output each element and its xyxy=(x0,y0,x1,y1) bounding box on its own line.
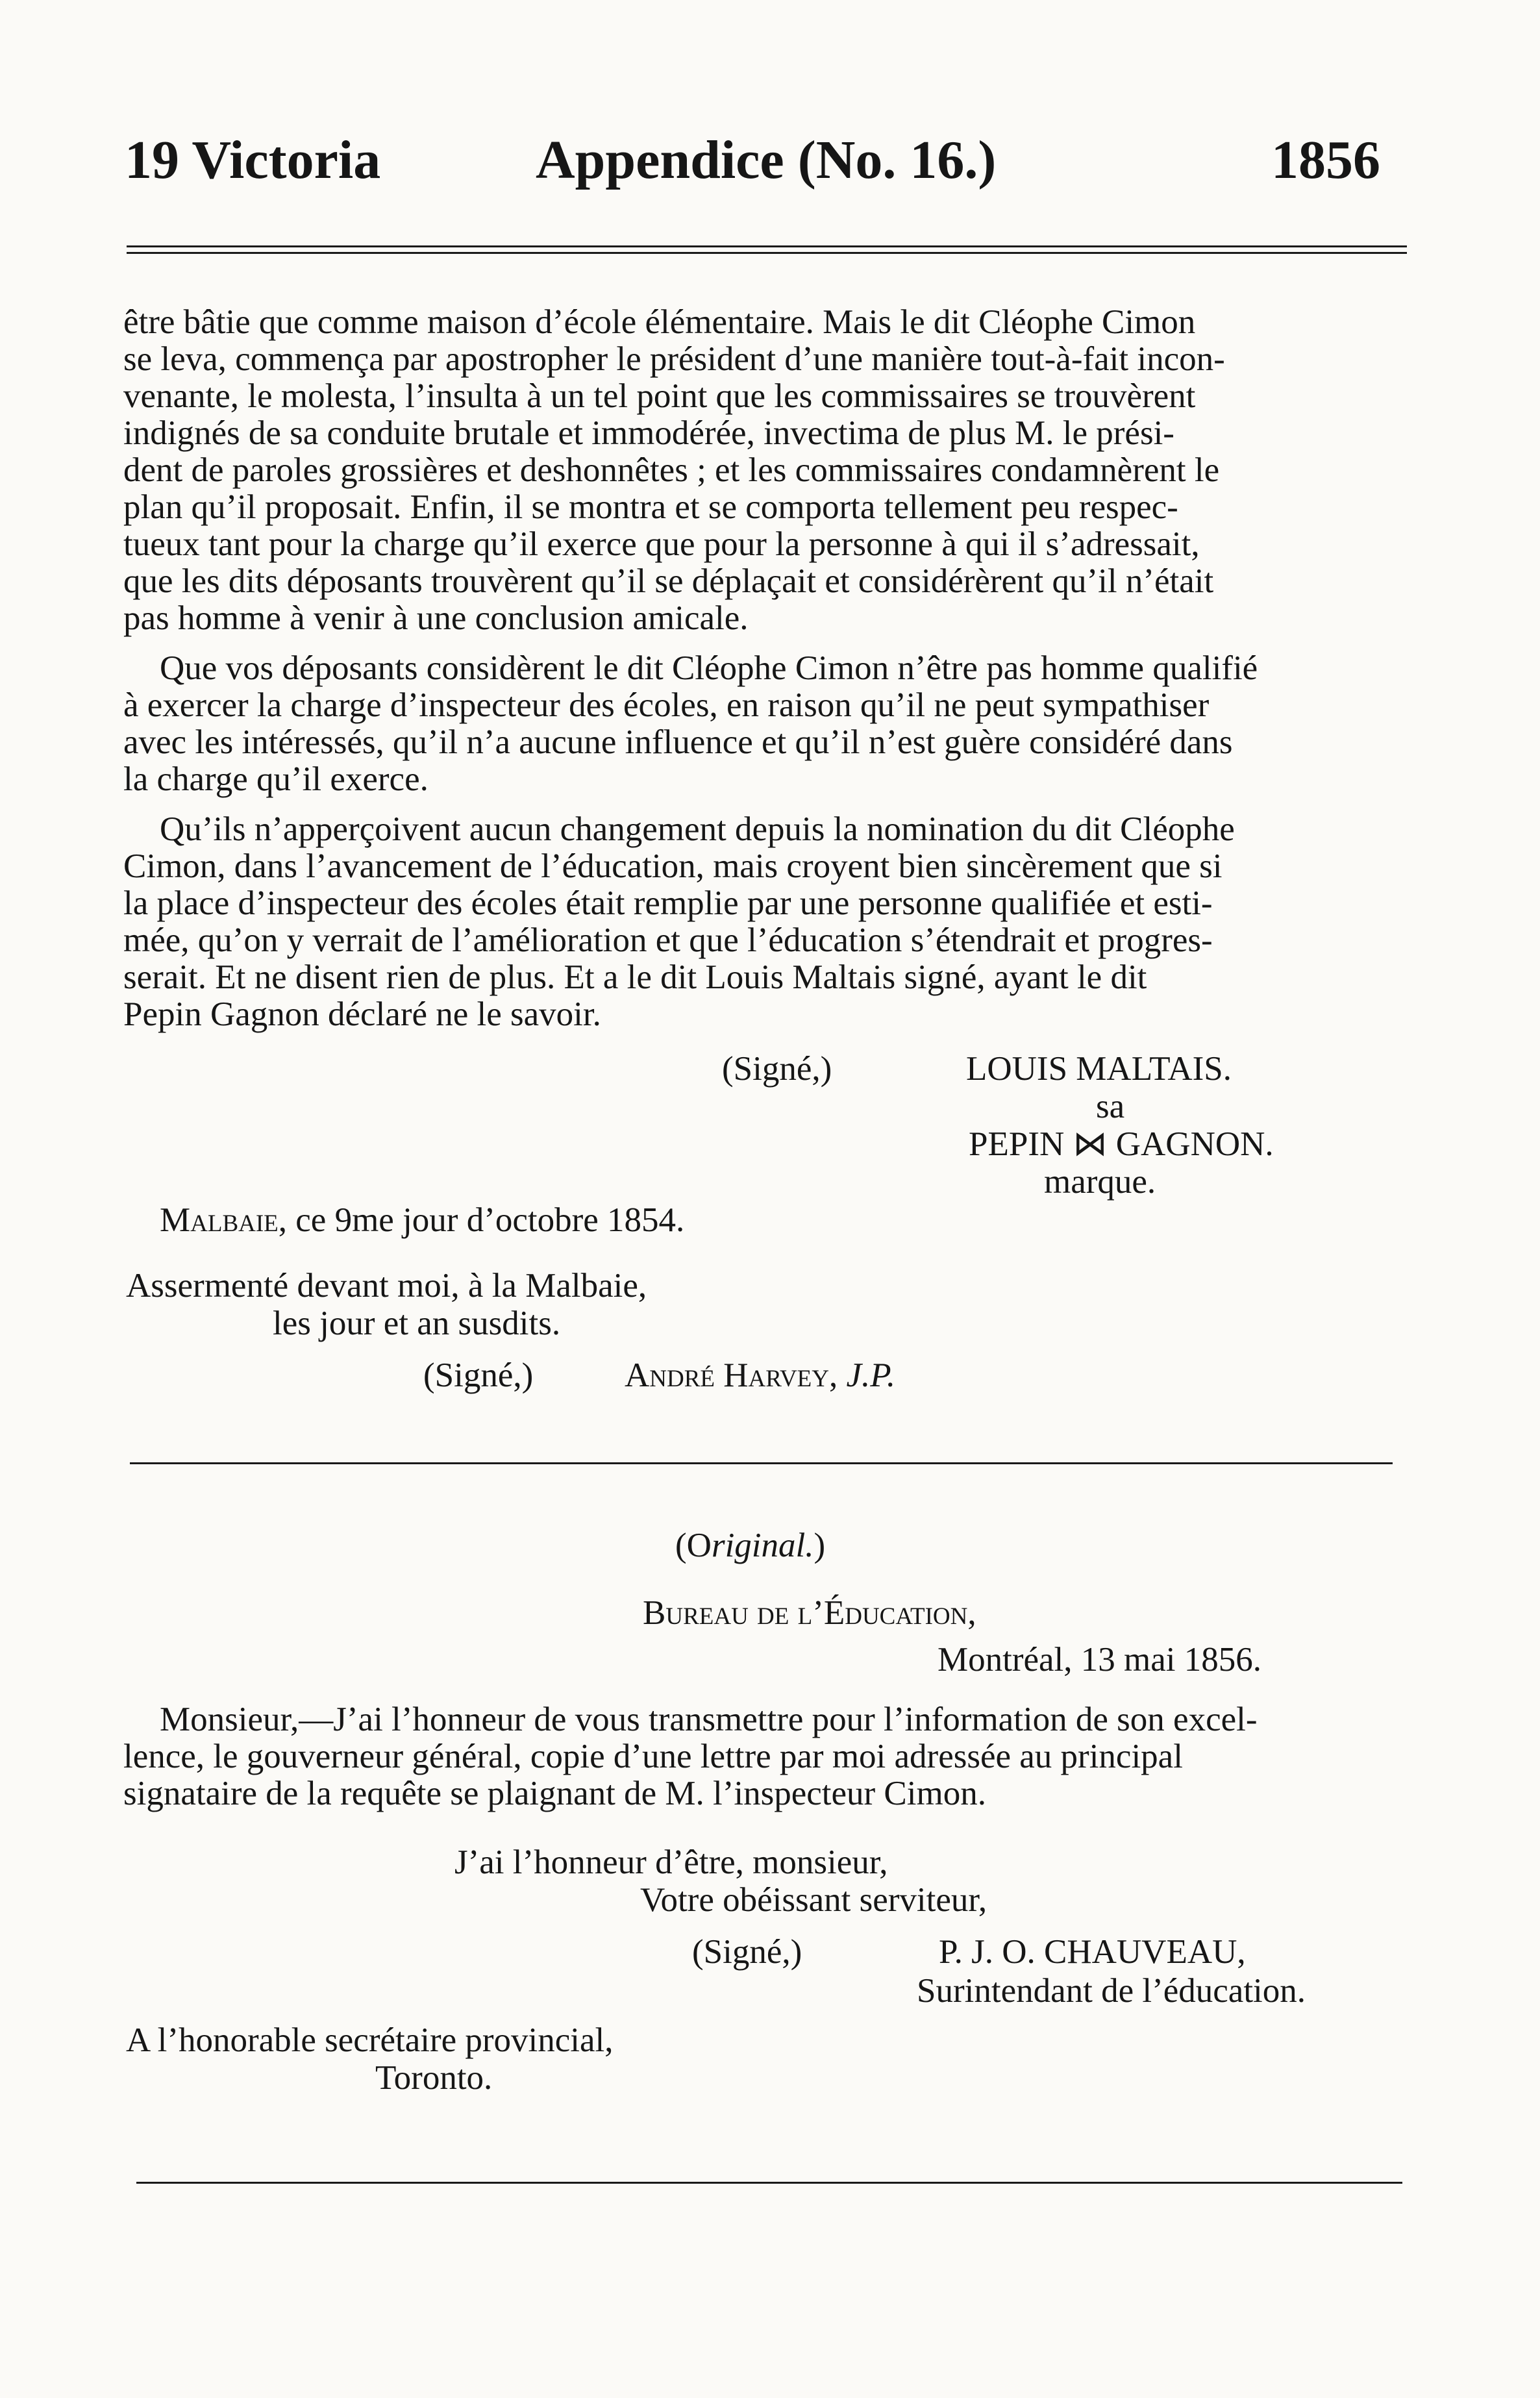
jp-signed-label: (Signé,) xyxy=(423,1356,534,1394)
place-name: Malbaie, xyxy=(160,1201,288,1239)
text-line: tueux tant pour la charge qu’il exerce que pour la personne à qui il s’adressait, xyxy=(123,525,1200,563)
text-line: se leva, commença par apostropher le président d’une manière tout-à-fait incon- xyxy=(123,340,1225,378)
footer-rule xyxy=(136,2182,1402,2184)
text-line: pas homme à venir à une conclusion amicale. xyxy=(123,599,749,637)
letter-dateline: Montréal, 13 mai 1856. xyxy=(938,1641,1261,1679)
date-text: ce 9me jour d’octobre 1854. xyxy=(295,1201,685,1239)
header-year: 1856 xyxy=(1271,130,1380,190)
mark-label-sa: sa xyxy=(1096,1088,1125,1125)
signer-louis-maltais: LOUIS MALTAIS. xyxy=(966,1050,1232,1088)
text-line: mée, qu’on y verrait de l’amélioration et que l’éducation s’étendrait et progres- xyxy=(123,921,1213,959)
text-line: être bâtie que comme maison d’école élémentaire. Mais le dit Cléophe Cimon xyxy=(123,303,1196,341)
header-rule xyxy=(127,245,1407,254)
text-line: venante, le molesta, l’insulta à un tel point que les commissaires se trouvèrent xyxy=(123,377,1196,415)
text-line: avec les intéressés, qu’il n’a aucune influence et qu’il n’est guère considéré dans xyxy=(123,723,1233,761)
addressee-line-1: A l’honorable secrétaire provincial, xyxy=(126,2021,614,2059)
mark-label-marque: marque. xyxy=(1044,1163,1156,1201)
signer-pepin-gagnon: PEPIN ⋈ GAGNON. xyxy=(969,1125,1274,1163)
sworn-line-2: les jour et an susdits. xyxy=(273,1305,561,1342)
text-line: Pepin Gagnon déclaré ne le savoir. xyxy=(123,995,601,1033)
letter-signer: P. J. O. CHAUVEAU, xyxy=(939,1933,1246,1971)
original-word: riginal. xyxy=(711,1527,814,1564)
dateline xyxy=(160,1203,684,1238)
paragraph-1 xyxy=(123,304,1399,637)
original-label xyxy=(675,1529,825,1563)
jp-name: André Harvey, xyxy=(625,1356,838,1394)
text-line: Monsieur,—J’ai l’honneur de vous transmettre pour l’information de son excel- xyxy=(160,1701,1258,1738)
header-appendix-title: Appendice (No. 16.) xyxy=(536,130,997,190)
jp-title: J.P. xyxy=(846,1356,896,1394)
header-regnal-year: 19 Victoria xyxy=(125,130,381,190)
text-line: signataire de la requête se plaignant de M. l’inspecteur Cimon. xyxy=(123,1775,986,1812)
letter-body xyxy=(123,1701,1399,1812)
letter-paragraph xyxy=(123,1701,1399,1812)
bureau-heading: Bureau de l’Éducation, xyxy=(643,1594,976,1632)
text-line: plan qu’il proposait. Enfin, il se montra et se comporta tellement peu respec- xyxy=(123,488,1178,526)
paragraph-3 xyxy=(123,811,1399,1033)
text-line: indignés de sa conduite brutale et immodérée, invectima de plus M. le prési- xyxy=(123,414,1174,452)
jp-signature xyxy=(625,1358,895,1393)
letter-signer-title: Surintendant de l’éducation. xyxy=(917,1972,1306,2010)
original-open: (O xyxy=(675,1527,712,1564)
section-rule xyxy=(130,1462,1393,1464)
signed-label: (Signé,) xyxy=(722,1050,832,1088)
text-line: dent de paroles grossières et deshonnêtes ; et les commissaires condamnèrent le xyxy=(123,451,1220,489)
original-close: ) xyxy=(813,1527,826,1564)
text-line: que les dits déposants trouvèrent qu’il se déplaçait et considérèrent qu’il n’était xyxy=(123,562,1214,600)
text-line: lence, le gouverneur général, copie d’une lettre par moi adressée au principal xyxy=(123,1738,1183,1775)
deposition-text xyxy=(123,304,1399,1033)
letter-closing-2: Votre obéissant serviteur, xyxy=(640,1881,987,1919)
paragraph-2 xyxy=(123,650,1399,798)
text-line: à exercer la charge d’inspecteur des écoles, en raison qu’il ne peut sympathiser xyxy=(123,686,1210,724)
addressee-line-2: Toronto. xyxy=(375,2059,493,2097)
text-line: Cimon, dans l’avancement de l’éducation, mais croyent bien sincèrement que si xyxy=(123,847,1223,885)
sworn-line-1: Assermenté devant moi, à la Malbaie, xyxy=(126,1267,647,1305)
letter-closing-1: J’ai l’honneur d’être, monsieur, xyxy=(454,1843,888,1881)
text-line: Que vos déposants considèrent le dit Cléophe Cimon n’être pas homme qualifié xyxy=(160,649,1258,687)
text-line: la charge qu’il exerce. xyxy=(123,760,428,798)
text-line: serait. Et ne disent rien de plus. Et a le dit Louis Maltais signé, ayant le dit xyxy=(123,958,1147,996)
letter-signed-label: (Signé,) xyxy=(692,1933,802,1971)
text-line: Qu’ils n’apperçoivent aucun changement depuis la nomination du dit Cléophe xyxy=(160,810,1235,848)
text-line: la place d’inspecteur des écoles était remplie par une personne qualifiée et esti- xyxy=(123,884,1213,922)
